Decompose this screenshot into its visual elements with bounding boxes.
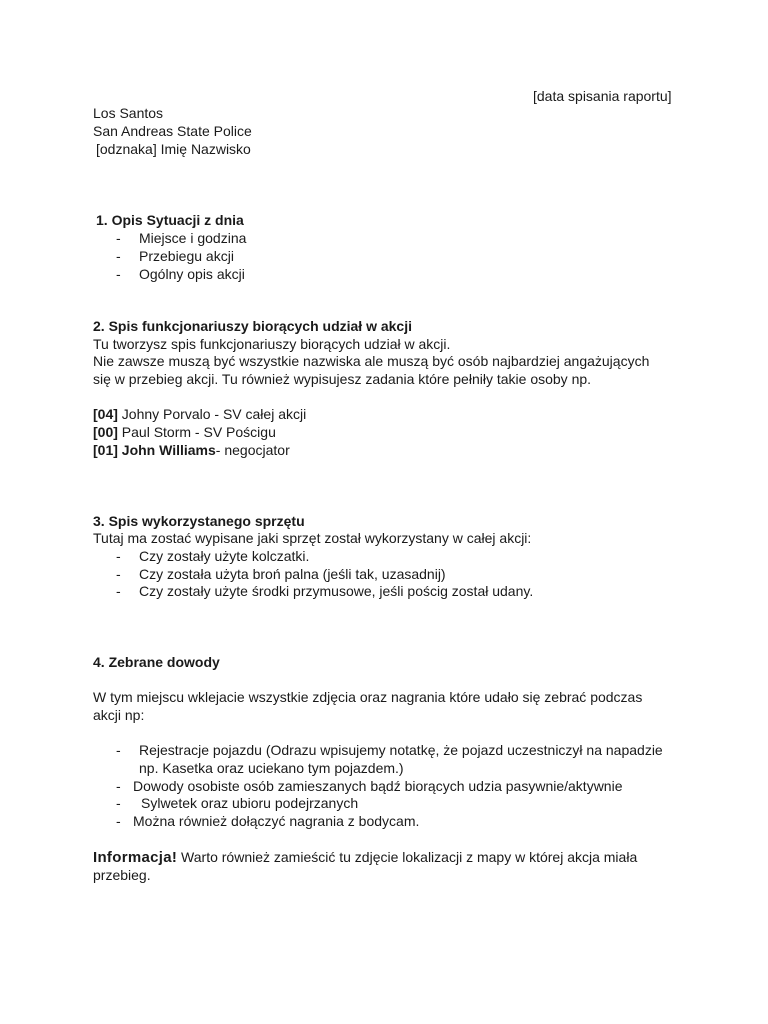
bullet-dash: - xyxy=(116,266,121,282)
section2-title: 2. Spis funkcjonariuszy biorących udział w akcji xyxy=(93,318,412,334)
officer-text: Paul Storm - SV Pościgu xyxy=(117,424,276,440)
officer-name: [odznaka] Imię Nazwisko xyxy=(96,141,251,157)
list-item: Miejsce i godzina xyxy=(139,230,247,246)
list-item: Czy zostały użyte kolczatki. xyxy=(139,548,310,564)
section1-title: 1. Opis Sytuacji z dnia xyxy=(96,212,244,228)
bullet-dash: - xyxy=(116,742,121,758)
info-label: Informacja! xyxy=(93,849,178,866)
list-item: Można również dołączyć nagrania z bodycam. xyxy=(133,813,420,829)
bullet-dash: - xyxy=(116,778,121,794)
list-item: Czy zostały użyte środki przymusowe, jeśli pościg został udany. xyxy=(139,583,534,599)
section4-title: 4. Zebrane dowody xyxy=(93,654,220,670)
city: Los Santos xyxy=(93,105,164,121)
bullet-dash: - xyxy=(116,566,121,582)
list-item: Ogólny opis akcji xyxy=(139,266,245,282)
info-note-continued: przebieg. xyxy=(93,867,151,883)
bullet-dash: - xyxy=(116,583,121,599)
info-text: Warto również zamieścić tu zdjęcie lokalizacji z mapy w której akcja miała xyxy=(177,849,638,865)
list-item: Rejestracje pojazdu (Odrazu wpisujemy notatkę, że pojazd uczestniczył na napadzie xyxy=(139,742,663,758)
list-item: Przebiegu akcji xyxy=(139,248,234,264)
officer-entry xyxy=(93,423,276,441)
officer-badge: [01] John Williams xyxy=(93,442,216,458)
list-item-continued: np. Kasetka oraz uciekano tym pojazdem.) xyxy=(139,760,404,776)
section2-line: Tu tworzysz spis funkcjonariuszy biorących udział w akcji. xyxy=(93,336,451,352)
section2-line: się w przebieg akcji. Tu również wypisujesz zadania które pełniły takie osoby np. xyxy=(93,371,592,387)
section3-title: 3. Spis wykorzystanego sprzętu xyxy=(93,513,305,529)
officer-badge: [04] xyxy=(93,406,118,422)
list-item: Dowody osobiste osób zamieszanych bądź biorących udzia pasywnie/aktywnie xyxy=(133,778,623,794)
section4-intro: akcji np: xyxy=(93,707,145,723)
report-date: [data spisania raportu] xyxy=(533,88,672,104)
list-item: Sylwetek oraz ubioru podejrzanych xyxy=(141,795,359,811)
section4-intro: W tym miejscu wklejacie wszystkie zdjęcia oraz nagrania które udało się zebrać podczas xyxy=(93,689,643,705)
officer-entry xyxy=(93,441,290,459)
bullet-dash: - xyxy=(116,548,121,564)
bullet-dash: - xyxy=(116,813,121,829)
officer-entry xyxy=(93,405,306,423)
officer-badge: [00] xyxy=(93,424,118,440)
officer-text: Johny Porvalo - SV całej akcji xyxy=(117,406,307,422)
info-note xyxy=(93,848,637,867)
section3-intro: Tutaj ma zostać wypisane jaki sprzęt został wykorzystany w całej akcji: xyxy=(93,530,532,546)
section2-line: Nie zawsze muszą być wszystkie nazwiska ale muszą być osób najbardziej angażujących xyxy=(93,353,650,369)
bullet-dash: - xyxy=(116,795,121,811)
list-item: Czy została użyta broń palna (jeśli tak, uzasadnij) xyxy=(139,566,446,582)
bullet-dash: - xyxy=(116,248,121,264)
bullet-dash: - xyxy=(116,230,121,246)
officer-text: - negocjator xyxy=(215,442,290,458)
department: San Andreas State Police xyxy=(93,123,252,139)
